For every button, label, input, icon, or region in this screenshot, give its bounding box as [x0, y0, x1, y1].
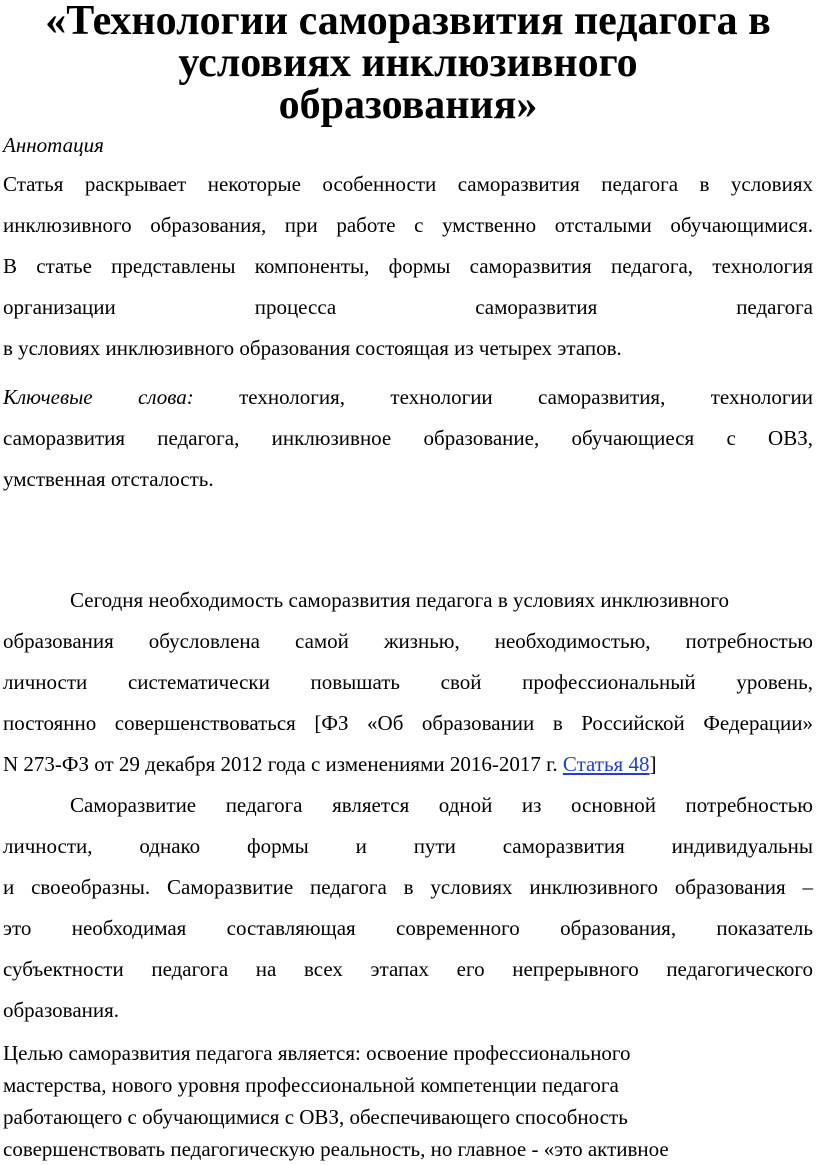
indented-text: Сегодня необходимость саморазвития педагога в условиях инклюзивного — [70, 588, 729, 612]
citation-close: ] — [649, 752, 657, 776]
text-line: Целью саморазвития педагога является: освоение профессионального — [3, 1041, 631, 1065]
article-48-link[interactable]: Статья 48 — [562, 752, 650, 776]
text-line: личности систематически повышать свой профессиональный уровень, — [3, 670, 813, 694]
annotation-heading: Аннотация — [3, 133, 104, 157]
text-line: инклюзивного образования, при работе с умственно отсталыми обучающимися. — [3, 213, 813, 237]
paragraph-1 — [3, 580, 813, 785]
text-line: образования. — [3, 998, 120, 1022]
text-line: личности, однако формы и пути саморазвития индивидуальны — [3, 834, 813, 858]
text-line: в условиях инклюзивного образования состоящая из четырех этапов. — [3, 336, 622, 360]
indented-text: Саморазвитие педагога является одной из основной потребностью — [70, 793, 813, 817]
document-title — [3, 0, 813, 126]
keywords-block — [3, 377, 813, 500]
citation-text: N 273-ФЗ от 29 декабря 2012 года с изменениями 2016-2017 г. — [3, 752, 563, 776]
text-line: субъектности педагога на всех этапах его непрерывного педагогического — [3, 957, 813, 981]
text-line: и своеобразны. Саморазвитие педагога в условиях инклюзивного образования – — [3, 875, 813, 899]
text-line: совершенствовать педагогическую реальность, но главное - «это активное — [3, 1137, 669, 1161]
paragraph-2 — [3, 785, 813, 1031]
text-line: мастерства, нового уровня профессиональной компетенции педагога — [3, 1073, 619, 1097]
text-line: организации процесса саморазвития педагога — [3, 295, 813, 319]
text-line: работающего с обучающимися с ОВЗ, обеспечивающего способность — [3, 1105, 628, 1129]
text-line: это необходимая составляющая современного образования, показатель — [3, 916, 813, 940]
title-line: образования» — [278, 82, 538, 128]
text-line: образования обусловлена самой жизнью, необходимостью, потребностью — [3, 629, 813, 653]
text-line: саморазвития педагога, инклюзивное образование, обучающиеся с ОВЗ, — [3, 426, 813, 450]
text-line — [3, 785, 813, 826]
annotation-text — [3, 164, 813, 369]
keywords-text: технология, технологии саморазвития, технологии — [239, 385, 813, 409]
text-line — [3, 377, 813, 418]
text-line: Статья раскрывает некоторые особенности саморазвития педагога в условиях — [3, 172, 813, 196]
text-line: постоянно совершенствоваться [ФЗ «Об образовании в Российской Федерации» — [3, 711, 813, 735]
spacer — [3, 500, 813, 580]
text-line — [3, 580, 813, 621]
paragraph-3 — [3, 1037, 813, 1165]
title-line: «Технологии саморазвития педагога в условиях инклюзивного — [45, 0, 771, 86]
keywords-label: Ключевые слова: — [3, 385, 194, 409]
text-line — [3, 744, 813, 785]
text-line: В статье представлены компоненты, формы саморазвития педагога, технология — [3, 254, 813, 278]
text-line: умственная отсталость. — [3, 467, 214, 491]
